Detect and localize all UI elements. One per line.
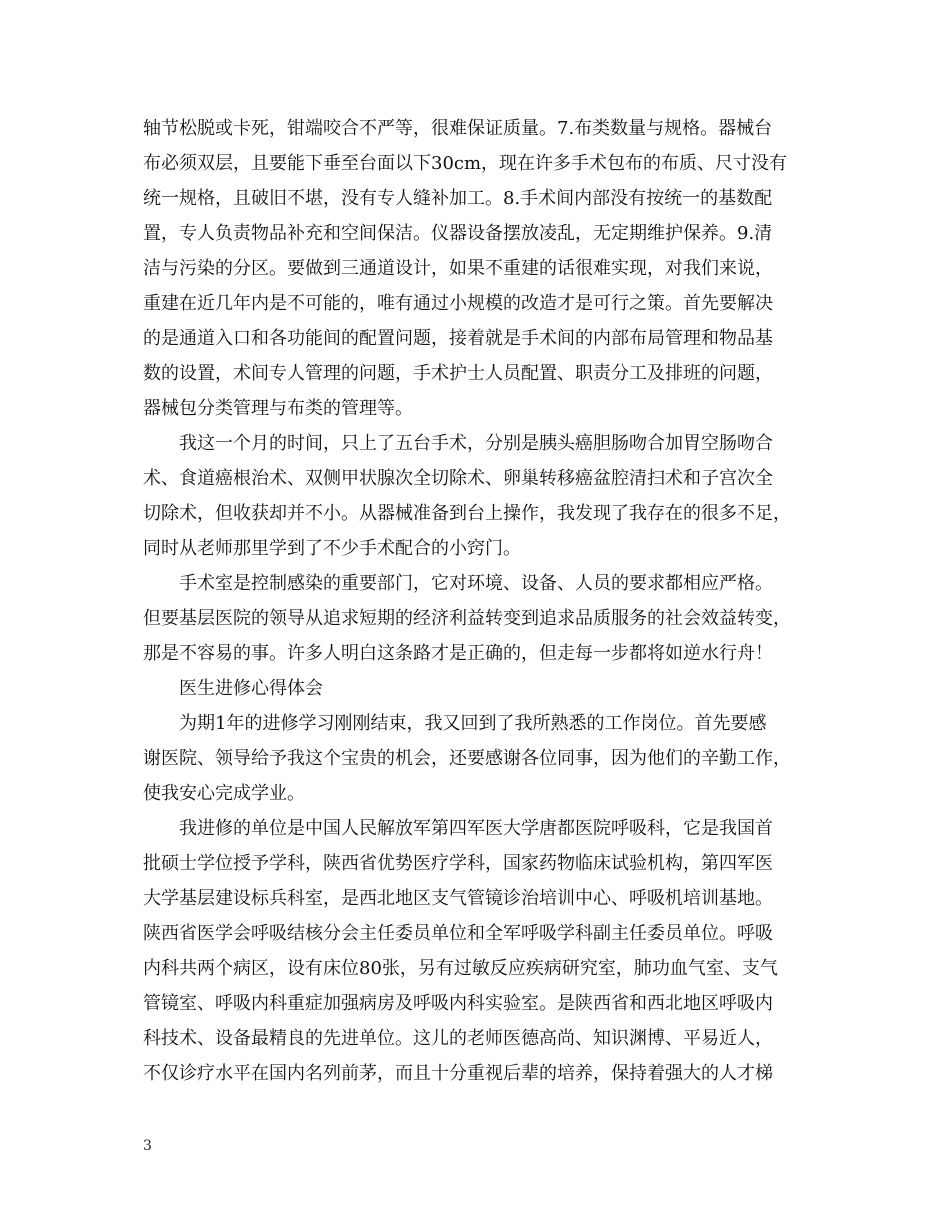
text-line: 统一规格，且破旧不堪，没有专人缝补加工。8.手术间内部没有按统一的基数配: [143, 188, 773, 209]
text-line: 批硕士学位授予学科，陕西省优势医疗学科，国家药物临床试验机构，第四军医: [143, 853, 773, 874]
text-line: 布必须双层，且要能下垂至台面以下30cm，现在许多手术包布的布质、尺寸没有: [143, 153, 788, 174]
text-line: 数的设置，术间专人管理的问题，手术护士人员配置、职责分工及排班的问题，: [143, 363, 773, 384]
text-line: 我这一个月的时间，只上了五台手术，分别是胰头癌胆肠吻合加胃空肠吻合: [179, 433, 773, 454]
text-line: 内科共两个病区，设有床位80张，另有过敏反应疾病研究室，肺功血气室、支气: [143, 958, 778, 979]
page-number: 3: [143, 1138, 152, 1154]
text-line: 置，专人负责物品补充和空间保洁。仪器设备摆放凌乱，无定期维护保养。9.清: [143, 223, 773, 244]
text-line: 轴节松脱或卡死，钳端咬合不严等，很难保证质量。7.布类数量与规格。器械台: [143, 118, 773, 139]
text-line: 同时从老师那里学到了不少手术配合的小窍门。: [143, 538, 521, 559]
text-line: 不仅诊疗水平在国内名列前茅，而且十分重视后辈的培养，保持着强大的人才梯: [143, 1063, 773, 1084]
text-line: 科技术、设备最精良的先进单位。这儿的老师医德高尚、知识渊博、平易近人，: [143, 1028, 773, 1049]
text-line: 重建在近几年内是不可能的，唯有通过小规模的改造才是可行之策。首先要解决: [143, 293, 773, 314]
text-line: 陕西省医学会呼吸结核分会主任委员单位和全军呼吸学科副主任委员单位。呼吸: [143, 923, 773, 944]
text-line: 管镜室、呼吸内科重症加强病房及呼吸内科实验室。是陕西省和西北地区呼吸内: [143, 993, 773, 1014]
text-line: 我进修的单位是中国人民解放军第四军医大学唐都医院呼吸科，它是我国首: [179, 818, 773, 839]
text-line: 大学基层建设标兵科室，是西北地区支气管镜诊治培训中心、呼吸机培训基地。: [143, 888, 773, 909]
text-line: 那是不容易的事。许多人明白这条路才是正确的，但走每一步都将如逆水行舟！: [143, 643, 773, 664]
text-line: 但要基层医院的领导从追求短期的经济利益转变到追求品质服务的社会效益转变，: [143, 608, 791, 629]
text-line: 为期1年的进修学习刚刚结束，我又回到了我所熟悉的工作岗位。首先要感: [179, 713, 767, 734]
text-line: 谢医院、领导给予我这个宝贵的机会，还要感谢各位同事，因为他们的辛勤工作，: [143, 748, 791, 769]
text-line: 切除术，但收获却并不小。从器械准备到台上操作，我发现了我存在的很多不足，: [143, 503, 791, 524]
text-line: 的是通道入口和各功能间的配置问题，接着就是手术间的内部布局管理和物品基: [143, 328, 773, 349]
text-line: 医生进修心得体会: [179, 678, 323, 699]
text-line: 洁与污染的分区。要做到三通道设计，如果不重建的话很难实现，对我们来说，: [143, 258, 773, 279]
text-line: 使我安心完成学业。: [143, 783, 305, 804]
body-text: [143, 111, 833, 1091]
text-line: 术、食道癌根治术、双侧甲状腺次全切除术、卵巢转移癌盆腔清扫术和子宫次全: [143, 468, 773, 489]
text-line: 手术室是控制感染的重要部门，它对环境、设备、人员的要求都相应严格。: [179, 573, 773, 594]
text-line: 器械包分类管理与布类的管理等。: [143, 398, 413, 419]
